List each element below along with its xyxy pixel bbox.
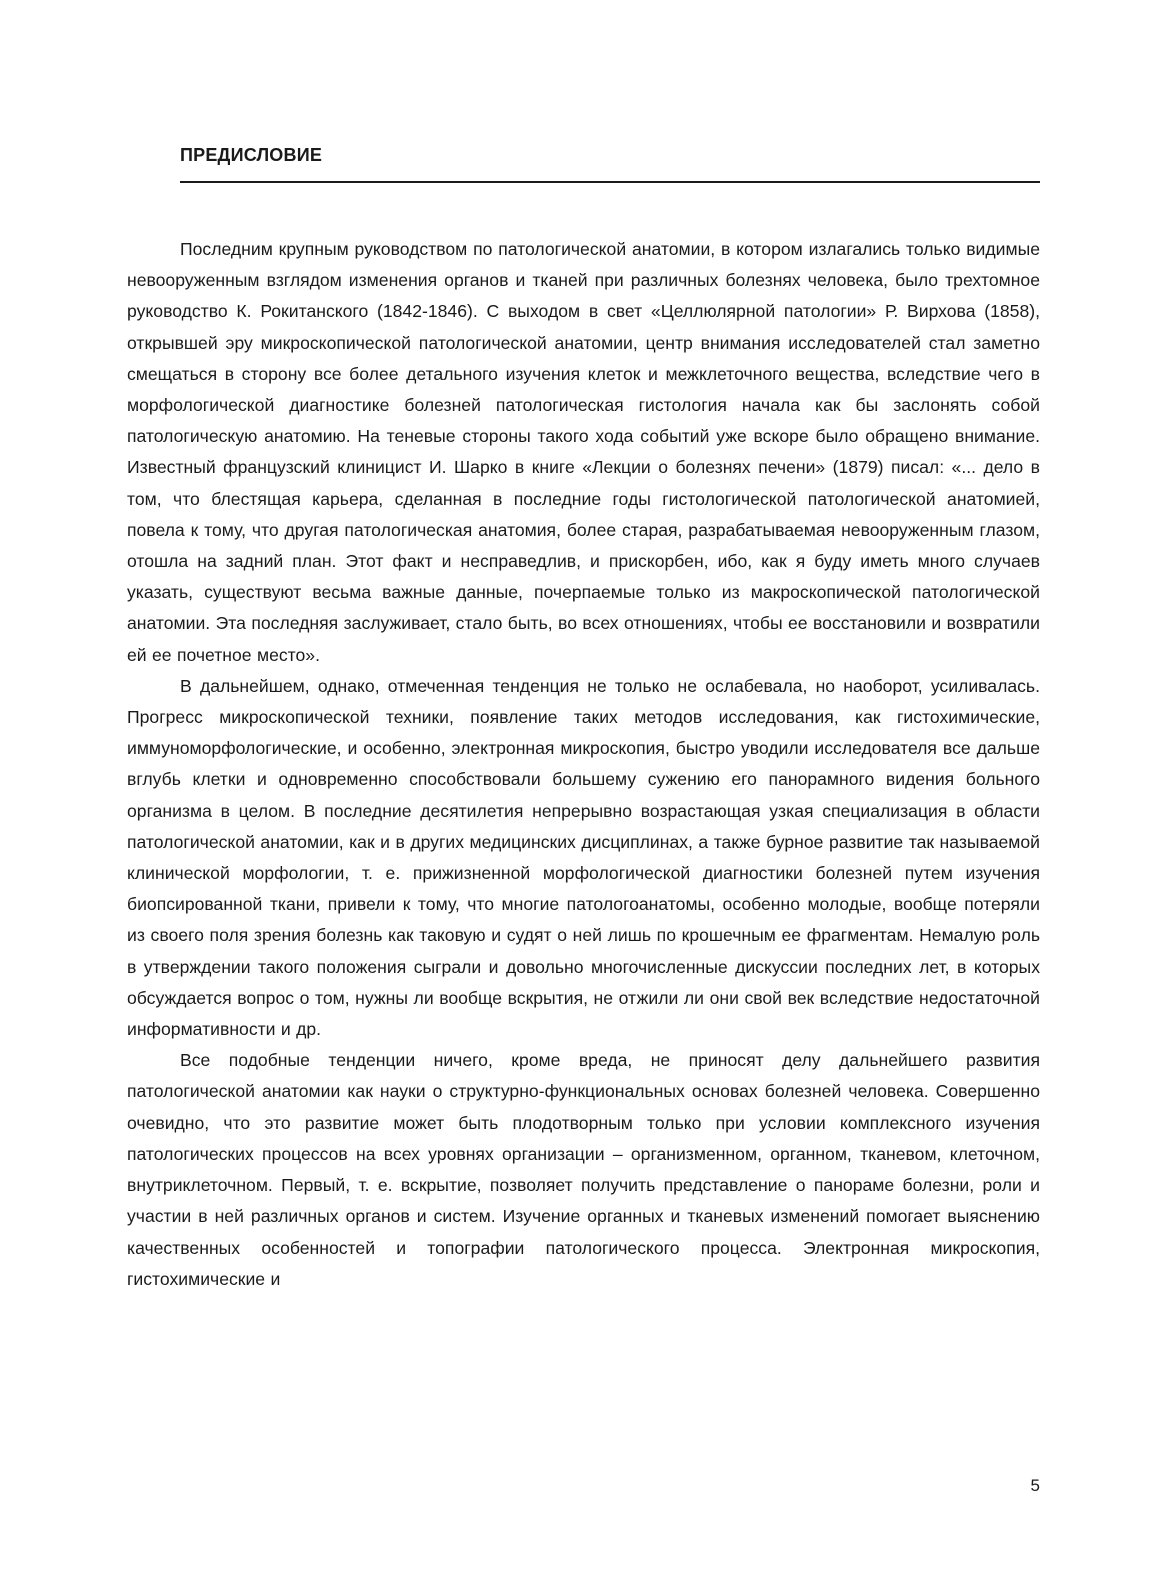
paragraph-1: Последним крупным руководством по патологической анатомии, в котором излагались только видимые невооруженным взглядом изменения органов и тканей при различных болезнях человека, было трехтомное руководство К. Рокитанского (1842-1846). С выходом в свет «Целлюлярной патологии» Р. Вирхова (1858), открывшей эру микроскопической патологической анатомии, центр внимания исследователей стал заметно смещаться в сторону все более детального изучения клеток и межклеточного вещества, вследствие чего в морфологической диагностике болезней патологическая гистология начала как бы заслонять собой патологическую анатомию. На теневые стороны такого хода событий уже вскоре было обращено внимание. Известный французский клиницист И. Шарко в книге «Лекции о болезнях печени» (1879) писал: «... дело в том, что блестящая карьера, сделанная в последние годы гистологической патологической анатомией, повела к тому, что другая патологическая анатомия, более старая, разрабатываемая невооруженным глазом, отошла на задний план. Этот факт и несправедлив, и прискорбен, ибо, как я буду иметь много случаев указать, существуют весьма важные данные, почерпаемые только из макроскопической патологической анатомии. Эта последняя заслуживает, стало быть, во всех отношениях, чтобы ее восстановили и возвратили ей ее почетное место». bbox=[127, 239, 1040, 665]
paragraph-2: В дальнейшем, однако, отмеченная тенденция не только не ослабевала, но наоборот, усиливалась. Прогресс микроскопической техники, появление таких методов исследования, как гистохимические, иммуноморфологические, и особенно, электронная микроскопия, быстро уводили исследователя все дальше вглубь клетки и одновременно способствовали большему сужению его панорамного видения больного организма в целом. В последние десятилетия непрерывно возрастающая узкая специализация в области патологической анатомии, как и в других медицинских дисциплинах, а также бурное развитие так называемой клинической морфологии, т. е. прижизненной морфологической диагностики болезней путем изучения биопсированной ткани, привели к тому, что многие патологоанатомы, особенно молодые, вообще потеряли из своего поля зрения болезнь как таковую и судят о ней лишь по крошечным ее фрагментам. Немалую роль в утверждении такого положения сыграли и довольно многочисленные дискуссии последних лет, в которых обсуждается вопрос о том, нужны ли вообще вскрытия, не отжили ли они свой век вследствие недостаточной информативности и др. bbox=[127, 675, 1040, 1040]
section-heading: ПРЕДИСЛОВИЕ bbox=[180, 145, 323, 165]
heading-rule bbox=[180, 181, 1040, 183]
page-number: 5 bbox=[1030, 1476, 1040, 1495]
body-text bbox=[127, 234, 1040, 1295]
paragraph-3: Все подобные тенденции ничего, кроме вреда, не приносят делу дальнейшего развития патологической анатомии как науки о структурно-функциональных основах болезней человека. Совершенно очевидно, что это развитие может быть плодотворным только при условии комплексного изучения патологических процессов на всех уровнях организации – организменном, органном, тканевом, клеточном, внутриклеточном. Первый, т. е. вскрытие, позволяет получить представление о панораме болезни, роли и участии в ней различных органов и систем. Изучение органных и тканевых изменений помогает выяснению качественных особенностей и топографии патологического процесса. Электронная микроскопия, гистохимические и bbox=[127, 1050, 1040, 1289]
